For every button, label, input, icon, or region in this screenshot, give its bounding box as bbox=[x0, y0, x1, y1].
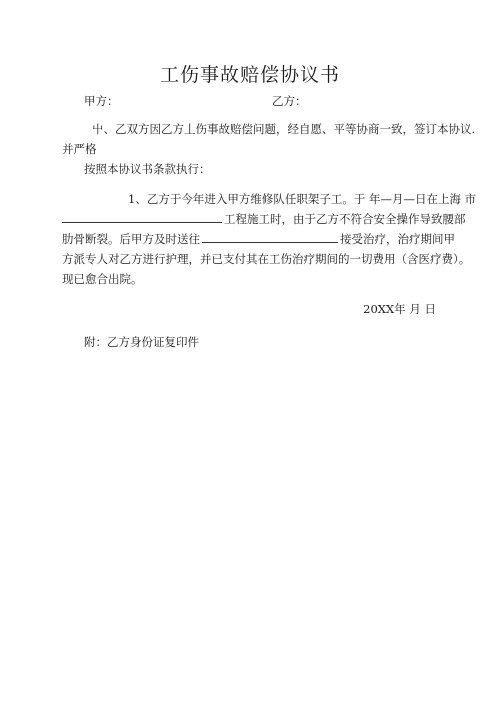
party-b-label: 乙方： bbox=[272, 94, 307, 108]
clause-1-line-4: 方派专人对乙方进行护理，并已支付其在工伤治疗期间的一切费用（含医疗费）。 bbox=[62, 252, 471, 266]
intro-line-3: 按照本协议书条款执行： bbox=[84, 162, 211, 176]
clause-1-line-3-text-a: 肋骨断裂。后甲方及时送往 bbox=[62, 232, 200, 246]
intro-line-2: 并严格 bbox=[62, 142, 97, 156]
clause-1-line-1: 1、乙方于今年进入甲方维修队任职架子工。于 年—月—日在上海 市 bbox=[128, 192, 477, 206]
clause-1-line-3 bbox=[62, 230, 455, 248]
fill-in-blank-hospital bbox=[202, 230, 338, 243]
signing-date: 20XX年 月 日 bbox=[363, 302, 436, 316]
clause-1-line-2-text: 工程施工时，由于乙方不符合安全操作导致腰部 bbox=[224, 212, 466, 226]
party-a-label: 甲方： bbox=[84, 94, 119, 108]
clause-1-line-5: 现已愈合出院。 bbox=[62, 272, 143, 286]
clause-1-line-3-text-b: 接受治疗，治疗期间甲 bbox=[340, 232, 455, 246]
intro-line-1: 屮、乙双方因乙方丄伤事故赔偿问题，经自愿、平等协商一致，签订本协议. bbox=[92, 122, 476, 136]
clause-1-line-2 bbox=[62, 210, 466, 228]
document-title: 工伤事故赔偿协议书 bbox=[159, 64, 340, 86]
fill-in-blank-location bbox=[62, 210, 222, 223]
attachment-note: 附：乙方身份证复印件 bbox=[84, 335, 199, 349]
